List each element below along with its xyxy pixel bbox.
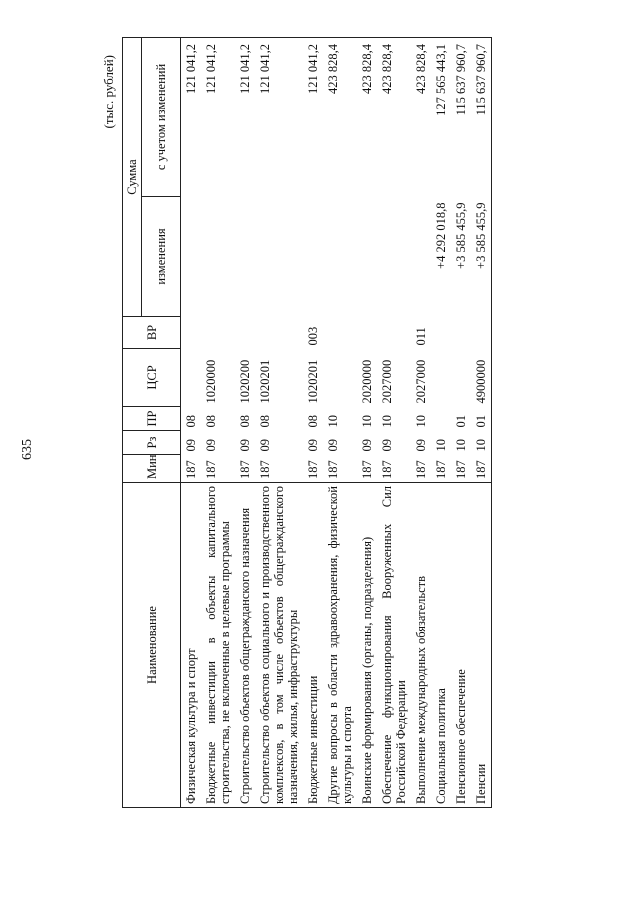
cell-rz: 10 [474, 439, 488, 452]
cell-rz: 09 [360, 439, 374, 452]
table-row [357, 38, 377, 808]
cell-min: 187 [204, 460, 218, 479]
cell-name: Строительство объектов социального и производственного комплексов, в том числе объектов общегражданского назначения, жилья, инфраструктуры [255, 483, 303, 808]
cell-vr [235, 317, 255, 349]
cell-pr: 08 [238, 415, 252, 428]
cell-vr [181, 317, 202, 349]
table-row [377, 38, 411, 808]
table-row [323, 38, 357, 808]
cell-total: 115 637 960,7 [451, 38, 471, 197]
cell-name: Пенсии [471, 483, 492, 808]
cell-min: 187 [326, 460, 340, 479]
cell-rz: 09 [326, 439, 340, 452]
cell-min: 187 [238, 460, 252, 479]
table-row [255, 38, 303, 808]
cell-vr [377, 317, 411, 349]
cell-pr: 10 [380, 415, 394, 428]
cell-total: 423 828,4 [411, 38, 431, 197]
cell-vr [451, 317, 471, 349]
cell-csr: 2027000 [380, 359, 394, 404]
cell-vr: 011 [414, 327, 428, 346]
cell-csr: 4900000 [474, 359, 488, 404]
cell-change [303, 197, 323, 317]
cell-min: 187 [306, 460, 320, 479]
cell-pr: 10 [414, 415, 428, 428]
cell-pr: 01 [474, 415, 488, 428]
cell-change: +4 292 018,8 [434, 202, 448, 269]
cell-name: Социальная политика [431, 483, 451, 808]
cell-name: Строительство объектов общегражданского назначения [235, 483, 255, 808]
page-number: 635 [20, 439, 35, 460]
cell-csr: 2027000 [414, 359, 428, 404]
cell-csr: 1020201 [306, 359, 320, 404]
header-vr: ВР [123, 317, 181, 349]
cell-csr [451, 349, 471, 407]
cell-rz: 10 [454, 439, 468, 452]
cell-name: Воинские формирования (органы, подразделения) [357, 483, 377, 808]
header-with-change: с учетом изменений [142, 38, 181, 197]
cell-pr: 01 [454, 415, 468, 428]
header-name: Наименование [123, 483, 181, 808]
cell-vr [201, 317, 235, 349]
cell-csr: 1020200 [238, 359, 252, 404]
cell-name: Другие вопросы в области здравоохранения, физической культуры и спорта [323, 483, 357, 808]
cell-pr: 08 [184, 415, 198, 428]
cell-pr: 08 [306, 415, 320, 428]
cell-csr [323, 349, 357, 407]
header-row-top [123, 38, 142, 808]
cell-name: Обеспечение функционирования Вооруженных Сил Российской Федерации [377, 483, 411, 808]
cell-vr [357, 317, 377, 349]
table-row [181, 38, 202, 808]
cell-csr: 2020000 [360, 359, 374, 404]
cell-total: 121 041,2 [201, 38, 235, 197]
rotated-page [100, 40, 560, 820]
cell-name: Выполнение международных обязательств [411, 483, 431, 808]
cell-change: +3 585 455,9 [454, 202, 468, 269]
cell-change [235, 197, 255, 317]
cell-name: Пенсионное обеспечение [451, 483, 471, 808]
cell-vr: 003 [306, 326, 320, 346]
units-note: (тыс. рублей) [101, 55, 116, 129]
cell-rz: 10 [434, 439, 448, 452]
header-csr: ЦСР [123, 349, 181, 407]
cell-pr: 08 [204, 415, 218, 428]
cell-rz: 09 [184, 439, 198, 452]
table-row [235, 38, 255, 808]
cell-rz: 09 [258, 439, 272, 452]
cell-total: 423 828,4 [377, 38, 411, 197]
budget-table [122, 37, 492, 808]
cell-rz: 09 [306, 439, 320, 452]
cell-total: 423 828,4 [357, 38, 377, 197]
cell-total: 121 041,2 [235, 38, 255, 197]
cell-total: 121 041,2 [303, 38, 323, 197]
cell-rz: 09 [204, 439, 218, 452]
cell-csr: 1020000 [204, 359, 218, 404]
cell-total: 115 637 960,7 [471, 38, 492, 197]
cell-min: 187 [434, 460, 448, 479]
cell-total: 121 041,2 [181, 38, 202, 197]
cell-vr [255, 317, 303, 349]
cell-csr [431, 349, 451, 407]
table-row [431, 38, 451, 808]
cell-vr [323, 317, 357, 349]
cell-rz: 09 [414, 439, 428, 452]
cell-min: 187 [414, 460, 428, 479]
cell-total: 121 041,2 [255, 38, 303, 197]
cell-change [411, 197, 431, 317]
cell-min: 187 [184, 460, 198, 479]
cell-change [323, 197, 357, 317]
table-row [201, 38, 235, 808]
cell-change [201, 197, 235, 317]
cell-pr [431, 407, 451, 431]
cell-name: Физическая культура и спорт [181, 483, 202, 808]
cell-rz: 09 [380, 439, 394, 452]
cell-total: 127 565 443,1 [431, 38, 451, 197]
cell-change [255, 197, 303, 317]
table-row [471, 38, 492, 808]
cell-name: Бюджетные инвестиции в объекты капитального строительства, не включенные в целевые программы [201, 483, 235, 808]
table-body [181, 38, 492, 808]
cell-change [357, 197, 377, 317]
header-change: изменения [142, 197, 181, 317]
header-rz: Рз [123, 431, 181, 455]
cell-vr [471, 317, 492, 349]
cell-pr: 08 [258, 415, 272, 428]
header-min: Мин [123, 455, 181, 483]
header-sum: Сумма [123, 38, 142, 317]
table-row [411, 38, 431, 808]
cell-csr [181, 349, 202, 407]
cell-change [181, 197, 202, 317]
cell-name: Бюджетные инвестиции [303, 483, 323, 808]
header-pr: ПР [123, 407, 181, 431]
cell-min: 187 [380, 460, 394, 479]
cell-vr [431, 317, 451, 349]
table-row [451, 38, 471, 808]
cell-total: 423 828,4 [323, 38, 357, 197]
cell-min: 187 [474, 460, 488, 479]
cell-csr: 1020201 [258, 359, 272, 404]
cell-pr: 10 [326, 415, 340, 428]
table-row [303, 38, 323, 808]
cell-change: +3 585 455,9 [474, 202, 488, 269]
cell-min: 187 [360, 460, 374, 479]
cell-min: 187 [454, 460, 468, 479]
cell-pr: 10 [360, 415, 374, 428]
cell-rz: 09 [238, 439, 252, 452]
cell-change [377, 197, 411, 317]
cell-min: 187 [258, 460, 272, 479]
